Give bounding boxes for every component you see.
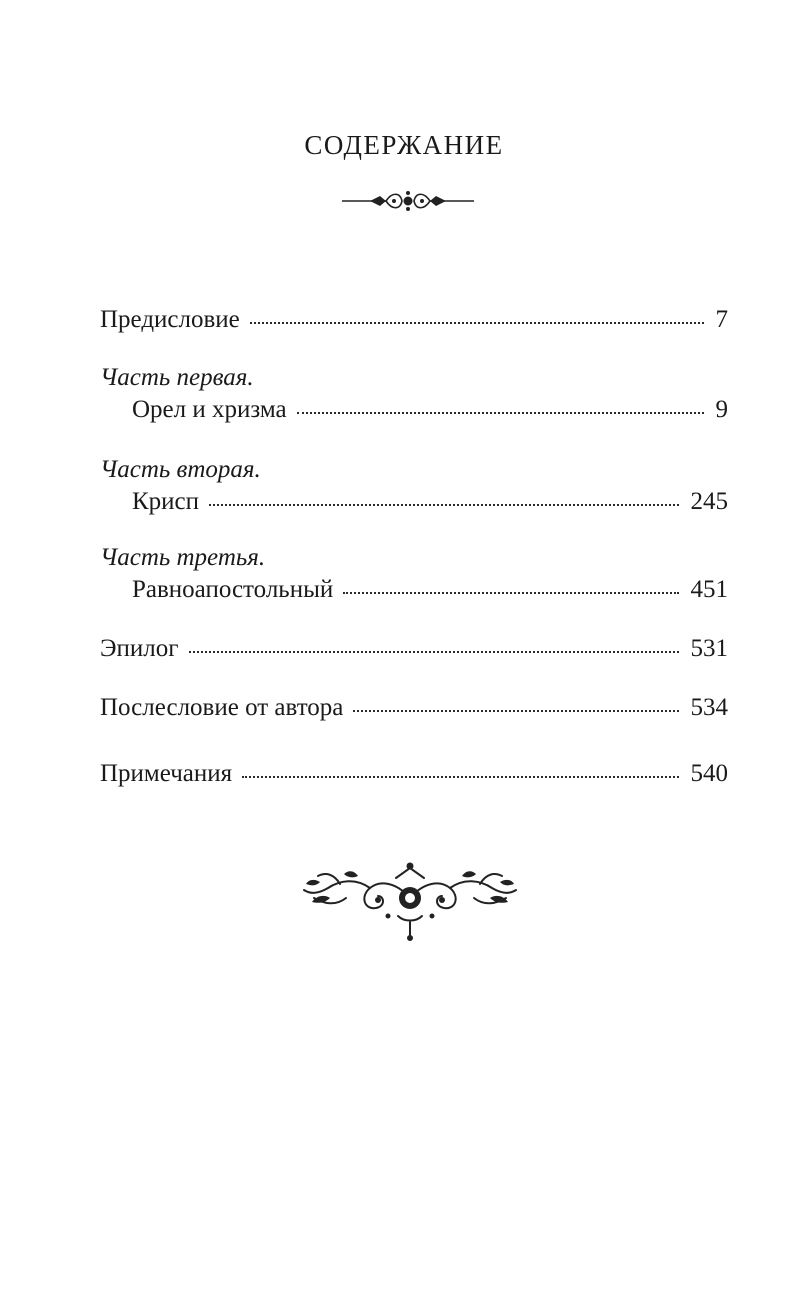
- toc-page-number: 531: [690, 635, 728, 662]
- toc-entry-epilogue[interactable]: [100, 631, 728, 667]
- dot-leader: [297, 410, 704, 414]
- floral-vignette-icon: [300, 858, 520, 942]
- part-heading-2: Часть вторая.: [100, 456, 261, 483]
- toc-entry-label: Равноапостольный: [132, 576, 334, 603]
- toc-page-number: 534: [690, 694, 728, 721]
- toc-entry-label: Предисловие: [100, 306, 240, 333]
- toc-entry-label: Крисп: [132, 488, 200, 515]
- toc-entry-part2[interactable]: [100, 484, 728, 520]
- toc-page-number: 7: [715, 306, 728, 333]
- part-heading-1: Часть первая.: [100, 364, 254, 391]
- dot-leader: [209, 502, 678, 506]
- toc-entry-preface[interactable]: [100, 302, 728, 338]
- dot-leader: [250, 320, 704, 324]
- toc-entry-label: Послесловие от автора: [100, 694, 344, 721]
- toc-page-number: 245: [690, 488, 728, 515]
- page-title: СОДЕРЖАНИЕ: [304, 130, 504, 160]
- toc-entry-part3[interactable]: [100, 572, 728, 608]
- toc-entry-label: Орел и хризма: [132, 396, 287, 423]
- part-heading-3: Часть третья.: [100, 544, 266, 571]
- dot-leader: [189, 649, 679, 653]
- toc-entry-part1[interactable]: [100, 392, 728, 428]
- dot-leader: [343, 590, 678, 594]
- toc-page-number: 451: [690, 576, 728, 603]
- toc-entry-afterword[interactable]: [100, 690, 728, 726]
- toc-page-number: 540: [690, 760, 728, 787]
- toc-entry-notes[interactable]: [100, 756, 728, 792]
- toc-entry-label: Примечания: [100, 760, 233, 787]
- dot-leader: [242, 774, 678, 778]
- divider-ornament-icon: [340, 188, 476, 214]
- toc-entry-label: Эпилог: [100, 635, 179, 662]
- toc-page-number: 9: [715, 396, 728, 423]
- dot-leader: [353, 708, 678, 712]
